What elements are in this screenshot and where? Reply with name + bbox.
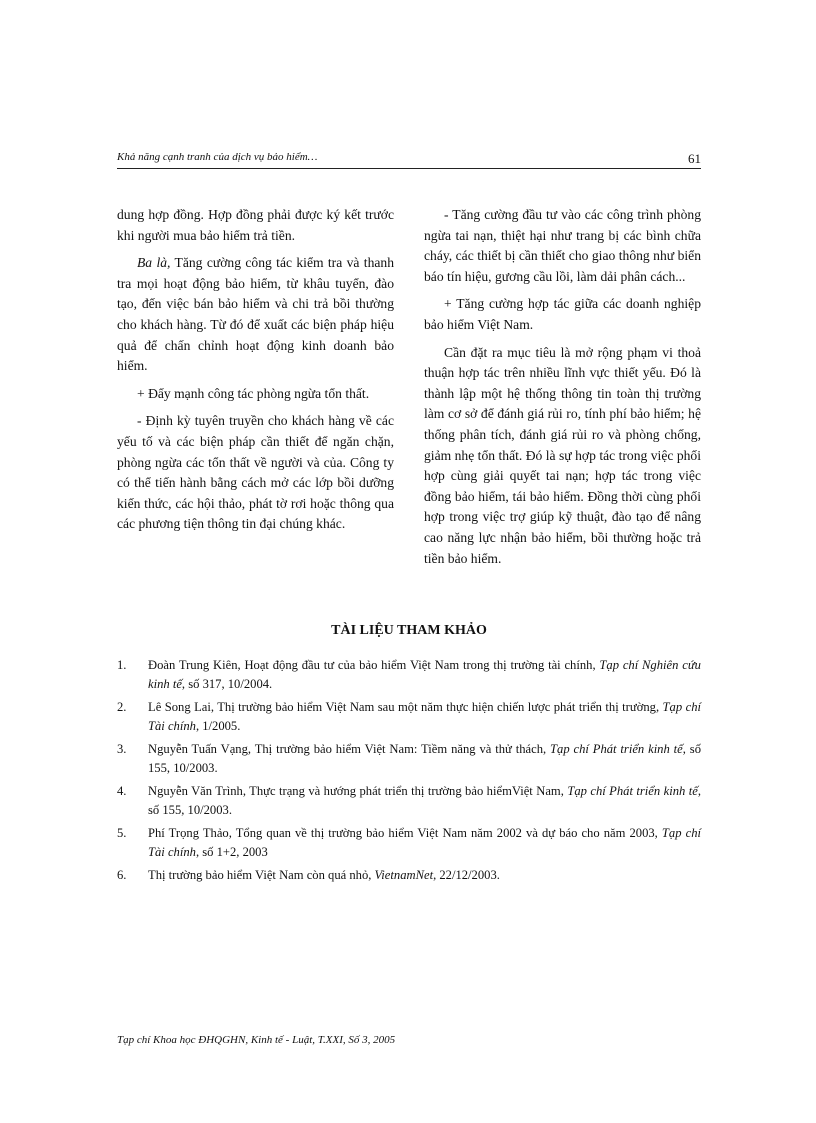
page-number: 61 [688,151,701,166]
reference-details: , 1/2005. [195,719,241,733]
paragraph-lead: Ba là, [137,255,171,271]
reference-journal: Tạp chí Nghiên cứu kinh tế [148,658,701,691]
reference-item [117,656,701,694]
reference-number: 3. [117,742,127,756]
reference-item [117,782,701,820]
reference-text: Đoàn Trung Kiên, Hoạt động đầu tư của bảo hiểm Việt Nam trong thị trường tài chính, [148,658,600,672]
reference-number: 4. [117,784,127,798]
reference-text: Phí Trọng Thảo, Tổng quan về thị trường bảo hiểm Việt Nam năm 2002 và dự báo cho năm 2003, [148,826,662,840]
running-title: Khả năng cạnh tranh của dịch vụ bảo hiểm… [117,151,318,163]
reference-number: 6. [117,868,127,882]
paragraph: + Đẩy mạnh công tác phòng ngừa tổn thất. [137,385,370,401]
reference-details: , số 155, 10/2003. [148,784,701,817]
reference-list [117,656,701,889]
reference-journal: Tạp chí Phát triển kinh tế [567,784,698,798]
paragraph: dung hợp đồng. Hợp đồng phải được ký kết trước khi người mua bảo hiểm trả tiền. [117,207,394,243]
reference-item [117,824,701,862]
reference-text: Thị trường bảo hiểm Việt Nam còn quá nhỏ, [148,868,375,882]
reference-text: Lê Song Lai, Thị trường bảo hiểm Việt Nam sau một năm thực hiện chiến lược phát triển thị trường, [148,700,663,714]
paragraph [117,253,394,377]
reference-number: 1. [117,658,127,672]
reference-text: Nguyễn Tuấn Vạng, Thị trường bảo hiểm Việt Nam: Tiềm năng và thử thách, [148,742,551,756]
left-column [117,205,394,542]
reference-number: 2. [117,700,127,714]
references-heading: TÀI LIỆU THAM KHẢO [331,623,487,638]
reference-details: , số 1+2, 2003 [195,845,268,859]
paragraph-text: Tăng cường công tác kiểm tra và thanh tra mọi hoạt động bảo hiểm, từ khâu tuyển, đào tạo, đến việc bán bảo hiểm và chi trả bồi thường cho khách hàng. Từ đó để xuất các biện pháp hiệu quả để chấn chỉnh hoạt động kinh doanh bảo hiểm. [117,255,394,374]
reference-journal: Tạp chí Tài chính [148,700,701,733]
reference-number: 5. [117,826,127,840]
journal-footer: Tạp chí Khoa học ĐHQGHN, Kinh tế - Luật, T.XXI, Số 3, 2005 [117,1034,396,1046]
paragraph: - Tăng cường đầu tư vào các công trình phòng ngừa tai nạn, thiệt hại như trang bị các bình chữa cháy, các thiết bị cần thiết cho giao thông như biển báo tín hiệu, gương cầu lồi, làm dải phân cách... [424,207,701,284]
reference-journal: Tạp chí Tài chính [148,826,701,859]
right-column [424,205,701,576]
reference-details: , số 317, 10/2004. [181,677,273,691]
paragraph: + Tăng cường hợp tác giữa các doanh nghiệp bảo hiểm Việt Nam. [424,296,701,332]
reference-item [117,866,701,885]
reference-details: , 22/12/2003. [433,868,500,882]
reference-details: , số 155, 10/2003. [148,742,701,775]
reference-item [117,698,701,736]
reference-journal: VietnamNet [374,868,434,882]
reference-journal: Tạp chí Phát triển kinh tế [550,742,683,756]
reference-text: Nguyễn Văn Trình, Thực trạng và hướng phát triển thị trường bảo hiểmViệt Nam, [148,784,568,798]
reference-item [117,740,701,778]
running-header [117,151,701,169]
header-divider [117,168,701,169]
paragraph: Cần đặt ra mục tiêu là mở rộng phạm vi thoả thuận hợp tác trên nhiều lĩnh vực thiết yếu. Đó là thành lập một hệ thống thông tin toàn thị trường làm cơ sở để đánh giá rủi ro, tính phí bảo hiểm; hệ thống phân tích, đánh giá rủi ro và phòng chống, giảm nhẹ tổn thất. Đó là sự hợp tác trong việc phối hợp cùng giải quyết tai nạn; hợp tác trong việc đồng bảo hiểm, tái bảo hiểm. Đồng thời cùng phối hợp trong việc trợ giúp kỹ thuật, đào tạo để nâng cao năng lực nhận bảo hiểm, bồi thường hoặc trả tiền bảo hiểm. [424,344,701,566]
paragraph: - Định kỳ tuyên truyền cho khách hàng về các yếu tố và các biện pháp cần thiết để ngăn chặn, phòng ngừa các tổn thất về người và của. Công ty có thể tiến hành bằng cách mở các lớp bồi dưỡng kiến thức, các hội thảo, phát tờ rơi hoặc thông qua các phương tiện thông tin đại chúng khác. [117,413,394,532]
